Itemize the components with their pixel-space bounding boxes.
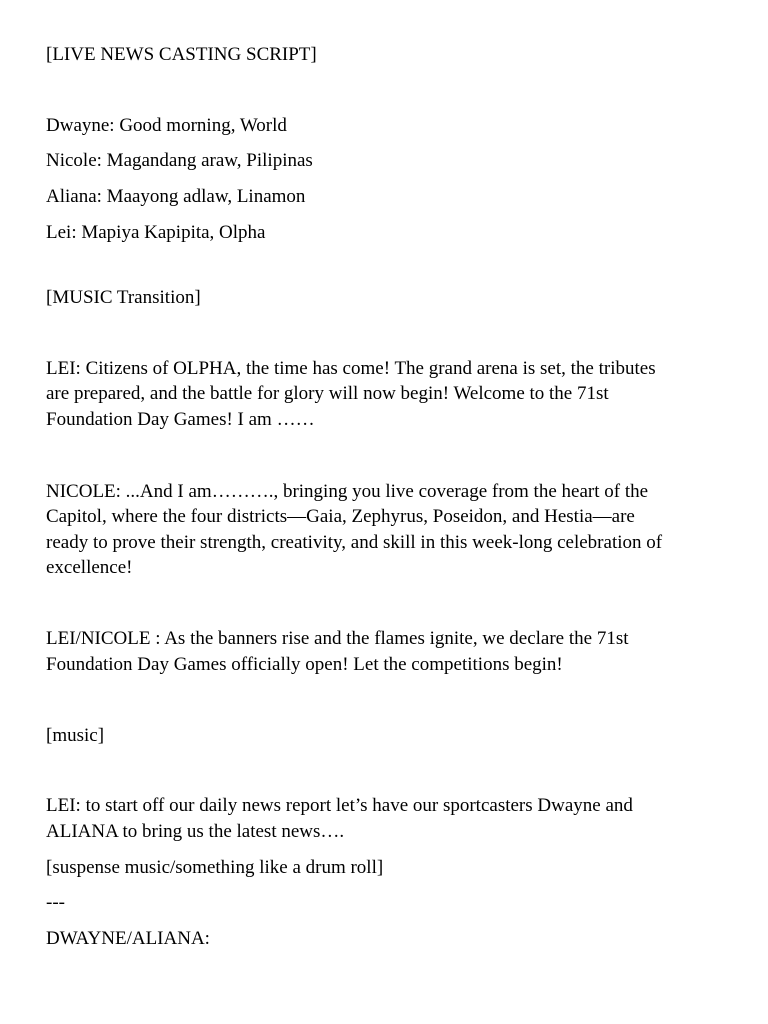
lei-handoff-line-2: ALIANA to bring us the latest news…. bbox=[46, 821, 345, 842]
nicole-intro-line-2: Capitol, where the four districts—Gaia, Zephyrus, Poseidon, and Hestia—are bbox=[46, 506, 635, 527]
separator: --- bbox=[46, 892, 65, 913]
lei-intro-line-1: LEI: Citizens of OLPHA, the time has come! The grand arena is set, the tributes bbox=[46, 358, 656, 379]
lei-intro-line-3: Foundation Day Games! I am …… bbox=[46, 409, 315, 430]
script-header: [LIVE NEWS CASTING SCRIPT] bbox=[46, 44, 317, 65]
lei-handoff-line-1: LEI: to start off our daily news report let’s have our sportcasters Dwayne and bbox=[46, 795, 633, 816]
greeting-lei: Lei: Mapiya Kapipita, Olpha bbox=[46, 222, 266, 243]
nicole-intro-line-4: excellence! bbox=[46, 557, 133, 578]
nicole-intro-line-3: ready to prove their strength, creativity, and skill in this week-long celebration of bbox=[46, 532, 663, 553]
music-transition-cue: [MUSIC Transition] bbox=[46, 287, 201, 308]
opening-line-1: LEI/NICOLE : As the banners rise and the flames ignite, we declare the 71st bbox=[46, 628, 629, 649]
nicole-intro-line-1: NICOLE: ...And I am………., bringing you live coverage from the heart of the bbox=[46, 481, 649, 502]
greeting-aliana: Aliana: Maayong adlaw, Linamon bbox=[46, 186, 306, 207]
opening-line-2: Foundation Day Games officially open! Let the competitions begin! bbox=[46, 654, 563, 675]
lei-intro-line-2: are prepared, and the battle for glory will now begin! Welcome to the 71st bbox=[46, 383, 609, 404]
closing-speakers: DWAYNE/ALIANA: bbox=[46, 928, 210, 949]
music-cue: [music] bbox=[46, 725, 105, 746]
greeting-nicole: Nicole: Magandang araw, Pilipinas bbox=[46, 150, 313, 171]
greeting-dwayne: Dwayne: Good morning, World bbox=[46, 115, 287, 136]
suspense-cue: [suspense music/something like a drum roll] bbox=[46, 857, 384, 878]
